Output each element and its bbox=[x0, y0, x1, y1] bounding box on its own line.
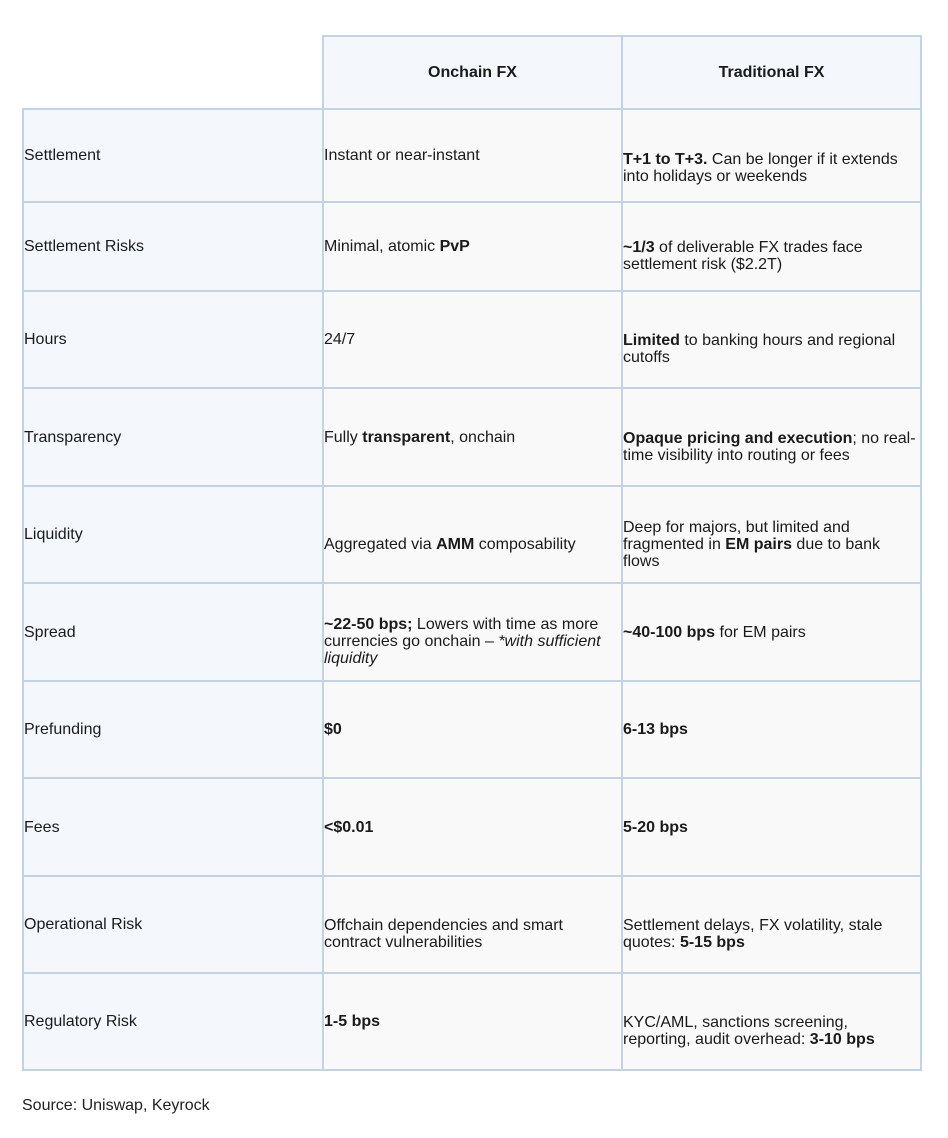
header-corner bbox=[23, 36, 323, 109]
traditional-cell: Settlement delays, FX volatility, stale quotes: 5-15 bps bbox=[622, 876, 921, 973]
traditional-cell: ~40-100 bps for EM pairs bbox=[622, 583, 921, 681]
header-row bbox=[23, 36, 921, 109]
row-label: Fees bbox=[23, 778, 323, 876]
table-row-settlement bbox=[23, 109, 921, 202]
row-label: Hours bbox=[23, 291, 323, 388]
row-label: Settlement Risks bbox=[23, 202, 323, 291]
onchain-cell: $0 bbox=[323, 681, 622, 778]
table-row-settlement-risks bbox=[23, 202, 921, 291]
onchain-cell: 24/7 bbox=[323, 291, 622, 388]
traditional-cell: Deep for majors, but limited and fragmented in EM pairs due to bank flows bbox=[622, 486, 921, 583]
onchain-cell: ~22-50 bps; Lowers with time as more currencies go onchain – *with sufficient liquidity bbox=[323, 583, 622, 681]
row-label: Liquidity bbox=[23, 486, 323, 583]
onchain-cell: Minimal, atomic PvP bbox=[323, 202, 622, 291]
table-row-prefunding bbox=[23, 681, 921, 778]
onchain-cell: <$0.01 bbox=[323, 778, 622, 876]
traditional-cell: KYC/AML, sanctions screening, reporting, audit overhead: 3-10 bps bbox=[622, 973, 921, 1070]
table-row-spread bbox=[23, 583, 921, 681]
table-row-hours bbox=[23, 291, 921, 388]
traditional-cell: 5-20 bps bbox=[622, 778, 921, 876]
row-label: Regulatory Risk bbox=[23, 973, 323, 1070]
row-label: Settlement bbox=[23, 109, 323, 202]
header-onchain-fx: Onchain FX bbox=[323, 36, 622, 109]
row-label: Operational Risk bbox=[23, 876, 323, 973]
table-row-operational-risk bbox=[23, 876, 921, 973]
traditional-cell: ~1/3 of deliverable FX trades face settlement risk ($2.2T) bbox=[622, 202, 921, 291]
table-row-fees bbox=[23, 778, 921, 876]
table-row-regulatory-risk bbox=[23, 973, 921, 1070]
onchain-cell: 1-5 bps bbox=[323, 973, 622, 1070]
fx-comparison-table bbox=[22, 35, 922, 1071]
table-row-liquidity bbox=[23, 486, 921, 583]
onchain-cell: Offchain dependencies and smart contract vulnerabilities bbox=[323, 876, 622, 973]
row-label: Spread bbox=[23, 583, 323, 681]
source-note: Source: Uniswap, Keyrock bbox=[22, 1097, 210, 1114]
onchain-cell: Instant or near-instant bbox=[323, 109, 622, 202]
traditional-cell: T+1 to T+3. Can be longer if it extends into holidays or weekends bbox=[622, 109, 921, 202]
traditional-cell: Opaque pricing and execution; no real-time visibility into routing or fees bbox=[622, 388, 921, 486]
onchain-cell: Aggregated via AMM composability bbox=[323, 486, 622, 583]
row-label: Prefunding bbox=[23, 681, 323, 778]
traditional-cell: Limited to banking hours and regional cutoffs bbox=[622, 291, 921, 388]
table-row-transparency bbox=[23, 388, 921, 486]
header-traditional-fx: Traditional FX bbox=[622, 36, 921, 109]
traditional-cell: 6-13 bps bbox=[622, 681, 921, 778]
onchain-cell: Fully transparent, onchain bbox=[323, 388, 622, 486]
row-label: Transparency bbox=[23, 388, 323, 486]
